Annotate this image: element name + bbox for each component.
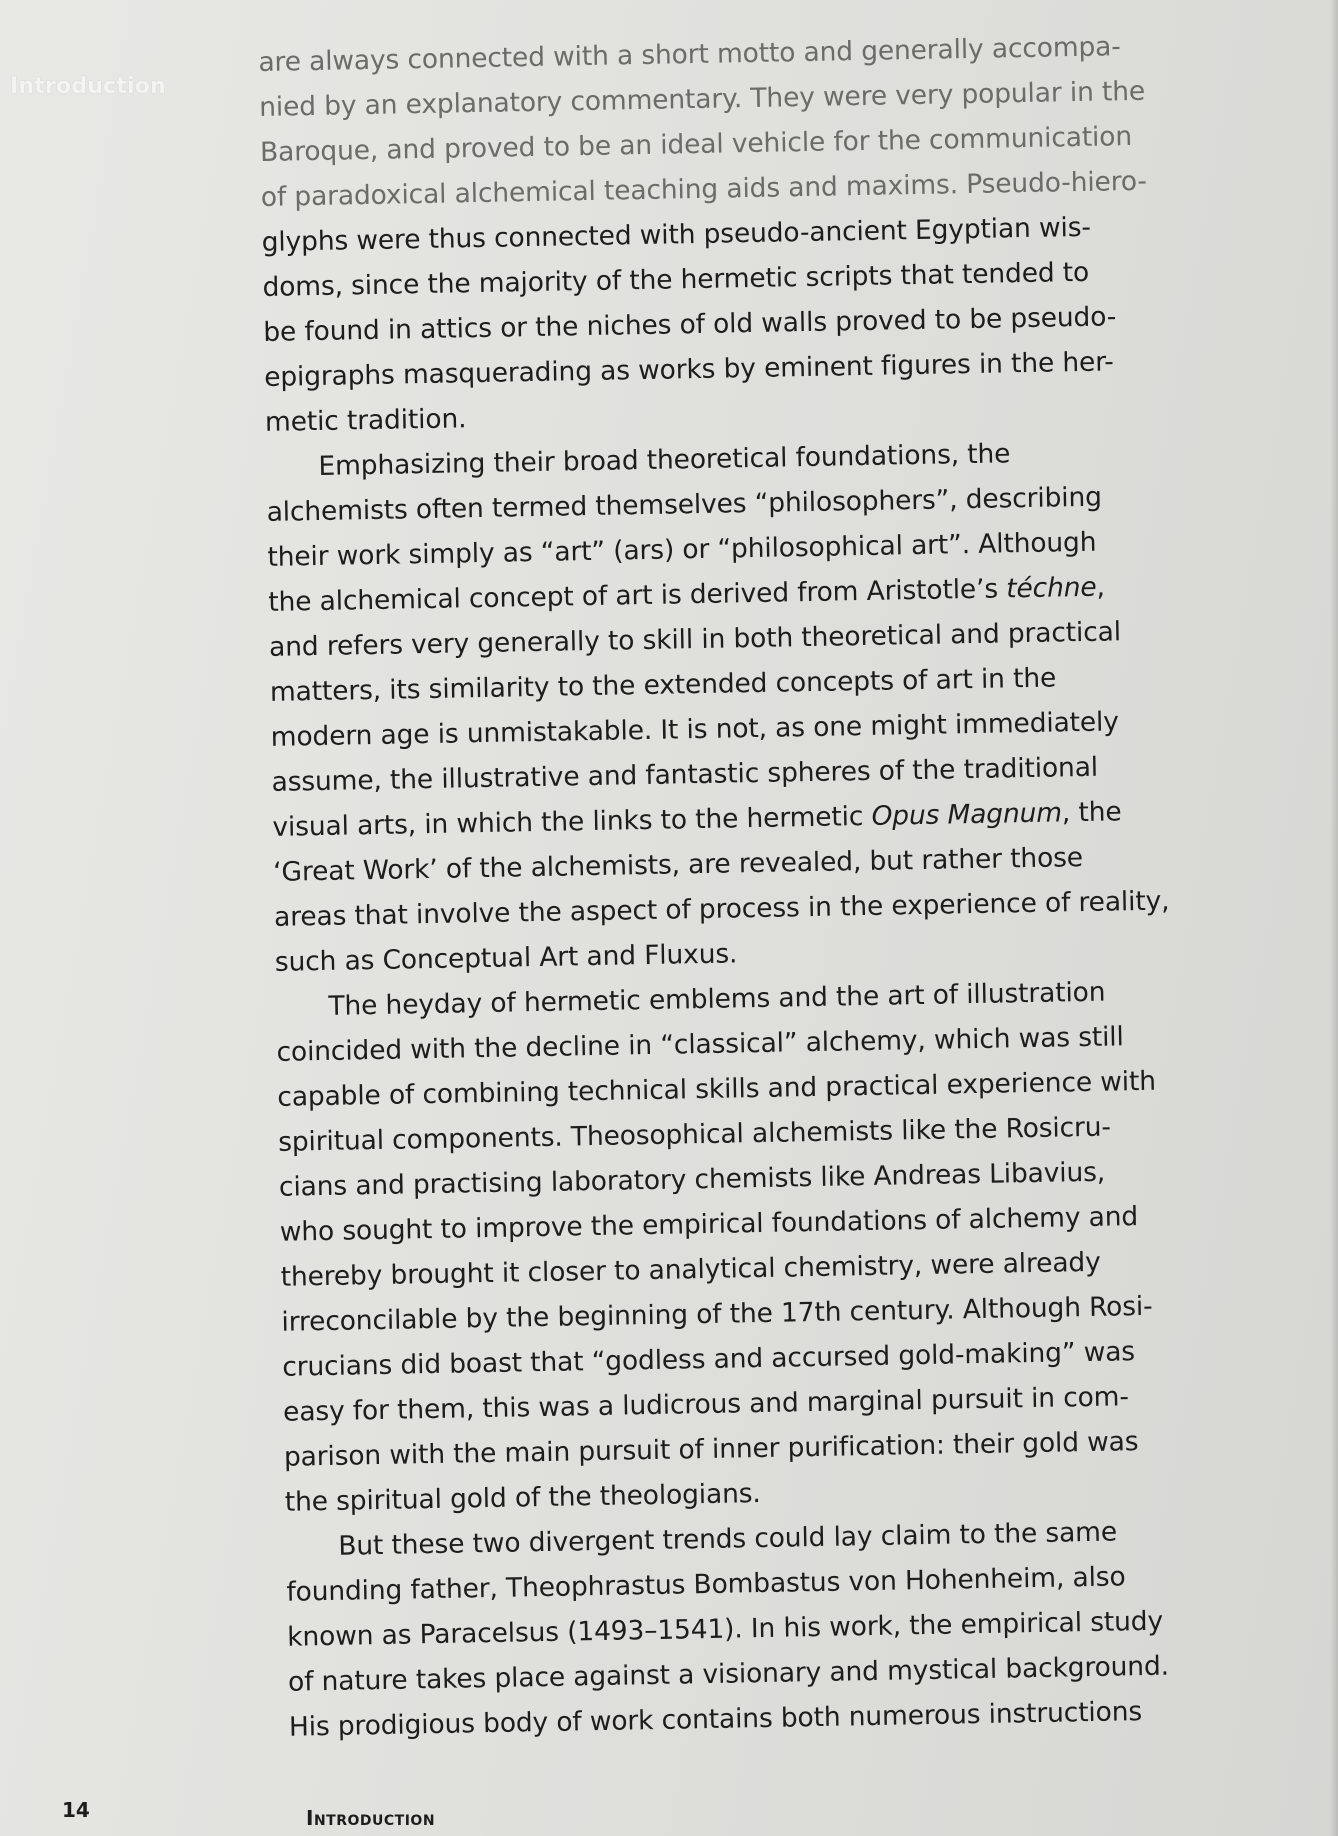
- text-line: matters, its similarity to the extended concepts of art in the: [269, 662, 1057, 708]
- text-line: cians and practising laboratory chemists like Andreas Libavius,: [278, 1156, 1106, 1203]
- body-text: [258, 21, 1299, 1749]
- text-line: founding father, Theophrastus Bombastus von Hohenheim, also: [286, 1561, 1126, 1608]
- text-run: the alchemical concept of art is derived from Aristotle’s: [268, 573, 1007, 618]
- text-line: alchemists often termed themselves “philosophers”, describing: [266, 481, 1103, 528]
- text-line: such as Conceptual Art and Fluxus.: [274, 938, 738, 978]
- text-run: ,: [1096, 571, 1106, 603]
- text-line: But these two divergent trends could lay claim to the same: [285, 1516, 1118, 1563]
- text-line: glyphs were thus connected with pseudo-ancient Egyptian wis-: [261, 211, 1092, 258]
- text-line: of paradoxical alchemical teaching aids and maxims. Pseudo-hiero-: [260, 165, 1148, 213]
- text-line: and refers very generally to skill in both theoretical and practical: [268, 616, 1122, 663]
- text-line: who sought to improve the empirical foundations of alchemy and: [279, 1201, 1139, 1248]
- text-line: their work simply as “art” (ars) or “philosophical art”. Although: [267, 526, 1097, 573]
- text-line: be found in attics or the niches of old walls proved to be pseudo-: [263, 301, 1117, 348]
- text-line: metic tradition.: [264, 403, 467, 438]
- text-line: His prodigious body of work contains both numerous instructions: [288, 1696, 1143, 1743]
- text-run: , the: [1061, 796, 1122, 829]
- text-line: doms, since the majority of the hermetic scripts that tended to: [262, 256, 1090, 303]
- text-line: nied by an explanatory commentary. They were very popular in the: [258, 75, 1146, 123]
- text-line: thereby brought it closer to analytical chemistry, were already: [280, 1246, 1101, 1293]
- text-line: The heyday of hermetic emblems and the art of illustration: [275, 976, 1106, 1023]
- text-line: areas that involve the aspect of process in the experience of reality,: [273, 885, 1170, 933]
- page-number: 14: [62, 1798, 90, 1822]
- text-line: capable of combining technical skills and practical experience with: [277, 1065, 1157, 1113]
- text-line: Baroque, and proved to be an ideal vehicle for the communication: [259, 121, 1133, 168]
- text-line: spiritual components. Theosophical alchemists like the Rosicru-: [277, 1111, 1112, 1158]
- text-line: the spiritual gold of the theologians.: [284, 1478, 761, 1518]
- text-line: assume, the illustrative and fantastic spheres of the traditional: [271, 751, 1099, 798]
- text-line: crucians did boast that “godless and accursed gold-making” was: [282, 1336, 1136, 1383]
- text-line: parison with the main pursuit of inner purification: their gold was: [283, 1426, 1139, 1473]
- text-line: irreconcilable by the beginning of the 17th century. Although Rosi-: [281, 1290, 1153, 1338]
- running-head-side: Introduction: [10, 74, 167, 99]
- text-line: of nature takes place against a visionary and mystical background.: [287, 1650, 1170, 1698]
- text-line: modern age is unmistakable. It is not, as one might immediately: [270, 706, 1120, 753]
- text-run: visual arts, in which the links to the hermetic: [272, 800, 872, 843]
- italic-term: Opus Magnum: [871, 797, 1063, 832]
- text-line: epigraphs masquerading as works by eminent figures in the her-: [263, 346, 1114, 393]
- text-line: easy for them, this was a ludicrous and marginal pursuit in com-: [282, 1381, 1130, 1428]
- text-line: coincided with the decline in “classical” alchemy, which was still: [276, 1021, 1124, 1068]
- text-line: are always connected with a short motto and generally accompa-: [258, 31, 1121, 78]
- page-edge-shadow: [1330, 0, 1338, 1836]
- text-line: ‘Great Work’ of the alchemists, are revealed, but rather those: [272, 842, 1084, 888]
- italic-term: téchne: [1005, 571, 1097, 605]
- footer-running-title: Introduction: [306, 1806, 436, 1830]
- text-line: known as Paracelsus (1493–1541). In his work, the empirical study: [286, 1605, 1164, 1653]
- text-line: Emphasizing their broad theoretical foundations, the: [265, 438, 1011, 483]
